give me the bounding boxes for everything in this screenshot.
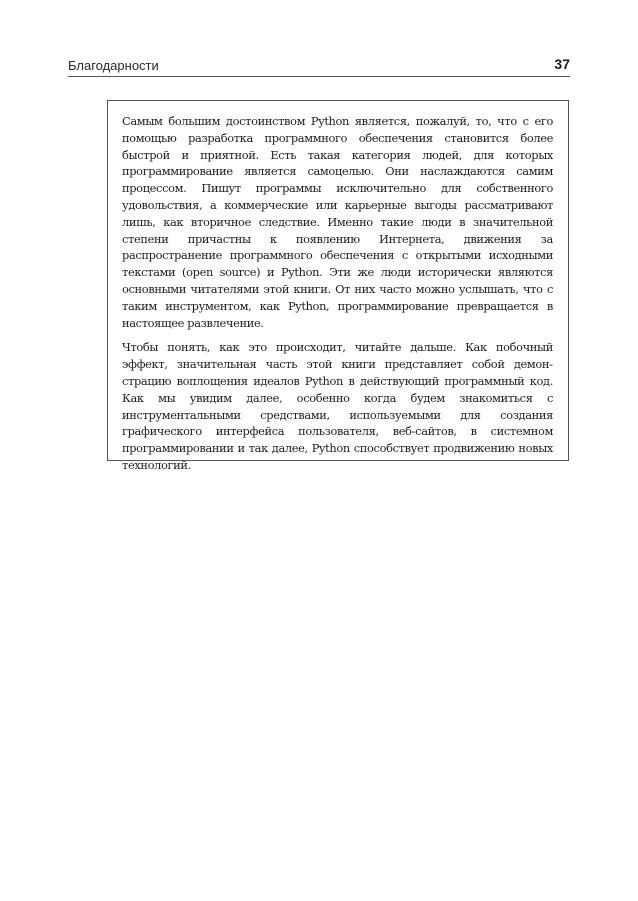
note-paragraph-2: Чтобы понять, как это происходит, читайте дальше. Как побочный эффект, значительная часть этой книги представляет собой демонстрацию воплощения идеалов Python в действующий программный код. Как мы увидим далее, особенно когда будем знакомиться с инструментальными средствами, используемыми для создания графического интерфейса пользователя, веб-сайтов, в системном программировании и так далее, Python способствует продвижению новых технологий. [122, 340, 553, 472]
note-paragraph-1: Самым большим достоинством Python является, пожалуй, то, что с его помощью разработка программного обеспечения становится более быстрой и приятной. Есть такая категория людей, для которых программирование является самоцелью. Они наслаждаются самим процессом. Пишут программы исключительно для собственного удовольствия, а коммерческие или карьерные выгоды рассматривают лишь, как вторичное следствие. Именно такие люди в значительной степени причастны к появлению Интернета, движения за распространение программного обеспечения с открытыми исходными текстами (open source) и Python. Эти же люди исторически являются основными читателями этой книги. От них часто можно услышать, что с таким инструментом, как Python, программирование превращается в настоящее развлечение. [122, 114, 553, 330]
note-box [107, 100, 569, 472]
running-header-title: Благодарности [68, 58, 159, 73]
page-number: 37 [554, 56, 570, 72]
page-header [68, 58, 570, 77]
